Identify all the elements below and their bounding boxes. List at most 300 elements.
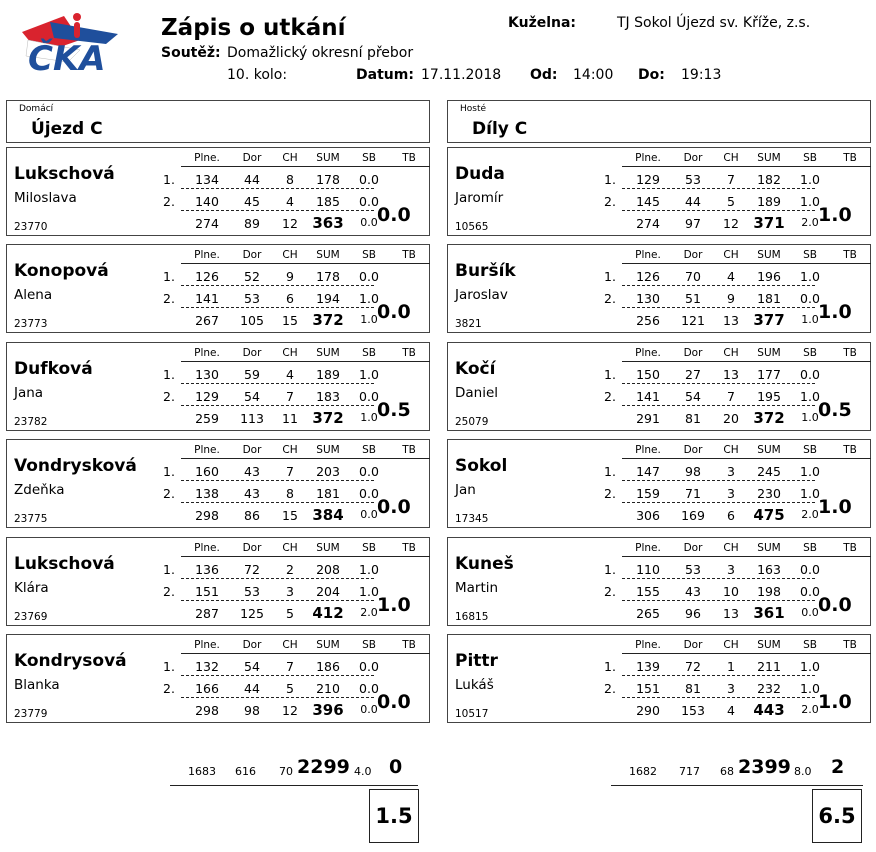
total-sum: 372	[312, 311, 344, 329]
col-header-dor: Dor	[242, 249, 262, 261]
cell-sum: 181	[757, 291, 781, 306]
away-total-tb: 2	[831, 756, 845, 778]
col-header-tb: TB	[402, 444, 416, 456]
cell-dor: 44	[244, 172, 260, 187]
cell-sum: 178	[316, 269, 340, 284]
col-header-ch: CH	[282, 444, 298, 456]
total-sum: 371	[753, 214, 785, 232]
row-number: 2.	[163, 681, 175, 696]
col-header-ch: CH	[723, 444, 739, 456]
player-id: 23775	[14, 513, 48, 525]
cell-sb: 1.0	[800, 486, 820, 501]
cell-sb: 0.0	[359, 172, 379, 187]
away-match-points: 6.5	[812, 789, 862, 843]
row-number: 1.	[604, 659, 616, 674]
col-header-sb: SB	[362, 639, 376, 651]
cell-plne: 151	[195, 584, 219, 599]
total-sb: 0.0	[801, 606, 819, 619]
col-header-sum: SUM	[757, 249, 781, 261]
col-header-plne: Plne.	[194, 639, 220, 651]
cell-plne: 150	[636, 367, 660, 382]
cell-dor: 54	[244, 659, 260, 674]
total-ch: 12	[723, 216, 739, 231]
header-divider	[622, 263, 871, 264]
player-id: 25079	[455, 416, 489, 428]
total-sum: 475	[753, 506, 785, 524]
home-player-card	[6, 244, 430, 333]
cell-plne: 129	[195, 389, 219, 404]
col-header-sum: SUM	[316, 444, 340, 456]
away-player-card	[447, 147, 871, 236]
player-surname: Kondrysová	[14, 651, 127, 671]
col-header-dor: Dor	[683, 249, 703, 261]
cell-plne: 147	[636, 464, 660, 479]
venue-name: TJ Sokol Újezd sv. Kříže, z.s.	[617, 15, 811, 31]
col-header-dor: Dor	[683, 639, 703, 651]
cell-ch: 8	[286, 172, 294, 187]
home-player-card	[6, 439, 430, 528]
col-header-tb: TB	[843, 347, 857, 359]
away-player-card	[447, 537, 871, 626]
col-header-dor: Dor	[242, 444, 262, 456]
row-divider	[181, 578, 374, 579]
cell-ch: 3	[727, 562, 735, 577]
cell-sb: 0.0	[359, 389, 379, 404]
row-number: 1.	[604, 269, 616, 284]
cell-dor: 71	[685, 486, 701, 501]
cell-sum: 204	[316, 584, 340, 599]
cell-ch: 7	[286, 464, 294, 479]
date-value: 17.11.2018	[421, 67, 502, 83]
header-divider	[622, 556, 871, 557]
date-label: Datum:	[356, 67, 414, 83]
col-header-sb: SB	[803, 444, 817, 456]
player-surname: Lukschová	[14, 164, 115, 184]
home-total-tb: 0	[389, 756, 403, 778]
cell-ch: 7	[286, 389, 294, 404]
total-sum: 361	[753, 604, 785, 622]
cell-sb: 1.0	[800, 194, 820, 209]
cell-ch: 1	[727, 659, 735, 674]
total-sum: 384	[312, 506, 344, 524]
total-dor: 96	[685, 606, 701, 621]
start-time-label: Od:	[530, 67, 558, 83]
cell-dor: 54	[244, 389, 260, 404]
player-given-name: Alena	[14, 287, 53, 303]
row-divider	[181, 480, 374, 481]
cka-logo	[20, 10, 120, 76]
total-dor: 86	[244, 508, 260, 523]
row-number: 1.	[163, 464, 175, 479]
row-divider	[181, 285, 374, 286]
col-header-sb: SB	[362, 542, 376, 554]
cell-sb: 0.0	[800, 291, 820, 306]
cell-sb: 0.0	[359, 681, 379, 696]
col-header-plne: Plne.	[194, 444, 220, 456]
home-total-dor: 616	[235, 765, 256, 778]
total-plne: 291	[636, 411, 660, 426]
cell-sum: 194	[316, 291, 340, 306]
cell-sum: 210	[316, 681, 340, 696]
col-header-sum: SUM	[757, 152, 781, 164]
away-total-plne: 1682	[629, 765, 657, 778]
player-given-name: Klára	[14, 580, 49, 596]
cell-plne: 159	[636, 486, 660, 501]
home-total-ch: 70	[279, 765, 293, 778]
cell-sum: 245	[757, 464, 781, 479]
total-sum: 377	[753, 311, 785, 329]
total-ch: 4	[727, 703, 735, 718]
team-points: 0.0	[377, 301, 411, 323]
cell-sum: 181	[316, 486, 340, 501]
cell-dor: 44	[685, 194, 701, 209]
away-total-dor: 717	[679, 765, 700, 778]
team-points: 0.0	[818, 594, 852, 616]
col-header-ch: CH	[723, 152, 739, 164]
header-divider	[181, 653, 430, 654]
row-number: 2.	[604, 194, 616, 209]
cell-dor: 54	[685, 389, 701, 404]
cell-dor: 43	[244, 486, 260, 501]
cell-dor: 81	[685, 681, 701, 696]
col-header-dor: Dor	[683, 542, 703, 554]
cell-dor: 72	[685, 659, 701, 674]
row-number: 2.	[604, 584, 616, 599]
total-plne: 256	[636, 313, 660, 328]
cell-plne: 130	[636, 291, 660, 306]
col-header-dor: Dor	[683, 347, 703, 359]
player-surname: Pittr	[455, 651, 498, 671]
row-number: 2.	[604, 291, 616, 306]
cell-sum: 178	[316, 172, 340, 187]
cell-plne: 138	[195, 486, 219, 501]
home-player-card	[6, 342, 430, 431]
player-id: 10517	[455, 708, 489, 720]
row-divider	[181, 675, 374, 676]
row-number: 1.	[163, 269, 175, 284]
home-team-box	[6, 100, 430, 143]
row-divider	[181, 697, 374, 698]
row-number: 1.	[604, 367, 616, 382]
cell-ch: 6	[286, 291, 294, 306]
player-surname: Lukschová	[14, 554, 115, 574]
row-number: 1.	[163, 659, 175, 674]
col-header-ch: CH	[282, 542, 298, 554]
total-sum: 372	[753, 409, 785, 427]
col-header-sb: SB	[803, 347, 817, 359]
player-id: 16815	[455, 611, 489, 623]
total-plne: 306	[636, 508, 660, 523]
cell-dor: 27	[685, 367, 701, 382]
cell-dor: 53	[685, 562, 701, 577]
cell-ch: 7	[286, 659, 294, 674]
cell-dor: 44	[244, 681, 260, 696]
home-player-card	[6, 537, 430, 626]
col-header-tb: TB	[843, 152, 857, 164]
total-sb: 0.0	[360, 703, 378, 716]
team-points: 0.0	[377, 204, 411, 226]
cell-dor: 70	[685, 269, 701, 284]
cell-sum: 186	[316, 659, 340, 674]
total-ch: 11	[282, 411, 298, 426]
col-header-sum: SUM	[316, 639, 340, 651]
end-time-value: 19:13	[681, 67, 722, 83]
end-time-label: Do:	[638, 67, 665, 83]
cell-dor: 98	[685, 464, 701, 479]
total-dor: 169	[681, 508, 705, 523]
cell-plne: 126	[195, 269, 219, 284]
cell-plne: 132	[195, 659, 219, 674]
team-points: 1.0	[818, 301, 852, 323]
row-divider	[622, 307, 815, 308]
row-number: 1.	[163, 562, 175, 577]
cell-ch: 10	[723, 584, 739, 599]
col-header-dor: Dor	[242, 639, 262, 651]
away-team-box	[447, 100, 871, 143]
col-header-plne: Plne.	[194, 347, 220, 359]
total-sb: 0.0	[360, 216, 378, 229]
away-player-card	[447, 634, 871, 723]
player-id: 23769	[14, 611, 48, 623]
cell-ch: 4	[286, 194, 294, 209]
col-header-tb: TB	[843, 249, 857, 261]
row-divider	[622, 285, 815, 286]
row-divider	[181, 600, 374, 601]
player-surname: Buršík	[455, 261, 516, 281]
total-dor: 97	[685, 216, 701, 231]
total-plne: 298	[195, 508, 219, 523]
col-header-ch: CH	[282, 347, 298, 359]
col-header-sb: SB	[803, 152, 817, 164]
cell-sb: 0.0	[800, 562, 820, 577]
col-header-ch: CH	[723, 347, 739, 359]
cell-sum: 183	[316, 389, 340, 404]
row-number: 2.	[163, 584, 175, 599]
cell-dor: 53	[685, 172, 701, 187]
col-header-plne: Plne.	[194, 542, 220, 554]
cell-sb: 1.0	[359, 291, 379, 306]
away-total-ch: 68	[720, 765, 734, 778]
col-header-tb: TB	[402, 347, 416, 359]
cell-ch: 7	[727, 389, 735, 404]
col-header-dor: Dor	[242, 152, 262, 164]
total-sb: 2.0	[801, 508, 819, 521]
player-id: 23770	[14, 221, 48, 233]
cell-sb: 0.0	[800, 584, 820, 599]
cell-ch: 3	[727, 486, 735, 501]
cell-ch: 5	[286, 681, 294, 696]
cell-sb: 0.0	[800, 367, 820, 382]
cell-ch: 3	[727, 464, 735, 479]
cell-ch: 3	[286, 584, 294, 599]
row-number: 2.	[604, 389, 616, 404]
col-header-sb: SB	[362, 249, 376, 261]
cell-plne: 141	[195, 291, 219, 306]
row-divider	[622, 502, 815, 503]
row-number: 1.	[604, 172, 616, 187]
total-dor: 81	[685, 411, 701, 426]
home-total-plne: 1683	[188, 765, 216, 778]
col-header-sb: SB	[803, 249, 817, 261]
player-id: 3821	[455, 318, 482, 330]
total-sb: 2.0	[801, 216, 819, 229]
team-points: 1.0	[377, 594, 411, 616]
total-plne: 259	[195, 411, 219, 426]
cell-plne: 134	[195, 172, 219, 187]
away-total-divider	[611, 785, 863, 786]
col-header-sb: SB	[362, 152, 376, 164]
cell-sb: 1.0	[800, 659, 820, 674]
cell-dor: 45	[244, 194, 260, 209]
player-surname: Kuneš	[455, 554, 514, 574]
svg-text:ČKA: ČKA	[28, 39, 106, 76]
row-divider	[622, 600, 815, 601]
away-player-card	[447, 439, 871, 528]
row-divider	[622, 480, 815, 481]
col-header-ch: CH	[282, 249, 298, 261]
player-surname: Duda	[455, 164, 505, 184]
home-total-divider	[170, 785, 418, 786]
cell-sum: 189	[757, 194, 781, 209]
row-number: 1.	[163, 172, 175, 187]
header-divider	[181, 166, 430, 167]
competition-name: Domažlický okresní přebor	[227, 45, 414, 61]
header-divider	[181, 361, 430, 362]
col-header-ch: CH	[282, 152, 298, 164]
total-sum: 363	[312, 214, 344, 232]
row-number: 2.	[163, 486, 175, 501]
total-sb: 2.0	[360, 606, 378, 619]
total-sum: 372	[312, 409, 344, 427]
col-header-sum: SUM	[757, 444, 781, 456]
cell-sum: 189	[316, 367, 340, 382]
header-divider	[181, 556, 430, 557]
cell-sum: 185	[316, 194, 340, 209]
total-plne: 290	[636, 703, 660, 718]
col-header-tb: TB	[843, 542, 857, 554]
home-team-label: Domácí	[19, 104, 54, 114]
cell-plne: 155	[636, 584, 660, 599]
cell-plne: 141	[636, 389, 660, 404]
player-given-name: Jaroslav	[455, 287, 508, 303]
col-header-tb: TB	[843, 639, 857, 651]
cell-sum: 208	[316, 562, 340, 577]
player-given-name: Blanka	[14, 677, 60, 693]
player-given-name: Lukáš	[455, 677, 494, 693]
col-header-sum: SUM	[316, 542, 340, 554]
home-team-name: Újezd C	[31, 119, 103, 139]
row-divider	[622, 188, 815, 189]
home-player-card	[6, 147, 430, 236]
start-time-value: 14:00	[573, 67, 614, 83]
cell-sb: 1.0	[359, 562, 379, 577]
round-label: 10. kolo:	[227, 67, 288, 83]
col-header-dor: Dor	[242, 542, 262, 554]
cell-sb: 1.0	[800, 681, 820, 696]
total-dor: 121	[681, 313, 705, 328]
cell-sum: 198	[757, 584, 781, 599]
col-header-plne: Plne.	[194, 249, 220, 261]
cell-ch: 9	[286, 269, 294, 284]
col-header-dor: Dor	[683, 152, 703, 164]
player-surname: Dufková	[14, 359, 93, 379]
row-number: 2.	[604, 681, 616, 696]
row-number: 2.	[604, 486, 616, 501]
col-header-plne: Plne.	[635, 444, 661, 456]
cell-plne: 126	[636, 269, 660, 284]
col-header-sb: SB	[803, 639, 817, 651]
player-given-name: Jan	[455, 482, 476, 498]
header-divider	[622, 166, 871, 167]
row-number: 1.	[604, 562, 616, 577]
cell-ch: 9	[727, 291, 735, 306]
col-header-sum: SUM	[316, 249, 340, 261]
cell-ch: 13	[723, 367, 739, 382]
header-divider	[181, 458, 430, 459]
player-surname: Sokol	[455, 456, 508, 476]
cell-ch: 7	[727, 172, 735, 187]
row-divider	[622, 697, 815, 698]
cell-sum: 196	[757, 269, 781, 284]
col-header-tb: TB	[402, 542, 416, 554]
col-header-sum: SUM	[316, 152, 340, 164]
cell-ch: 5	[727, 194, 735, 209]
col-header-plne: Plne.	[635, 639, 661, 651]
total-ch: 5	[286, 606, 294, 621]
player-id: 23779	[14, 708, 48, 720]
total-dor: 98	[244, 703, 260, 718]
row-divider	[181, 383, 374, 384]
total-dor: 153	[681, 703, 705, 718]
col-header-ch: CH	[282, 639, 298, 651]
page-title: Zápis o utkání	[161, 15, 346, 41]
cell-sum: 195	[757, 389, 781, 404]
col-header-dor: Dor	[683, 444, 703, 456]
col-header-sb: SB	[803, 542, 817, 554]
player-given-name: Daniel	[455, 385, 499, 401]
team-points: 1.0	[818, 691, 852, 713]
cell-sb: 0.0	[359, 269, 379, 284]
col-header-sum: SUM	[757, 347, 781, 359]
total-sum: 396	[312, 701, 344, 719]
total-dor: 125	[240, 606, 264, 621]
away-team-label: Hosté	[460, 104, 487, 114]
total-sb: 0.0	[360, 508, 378, 521]
player-given-name: Zdeňka	[14, 482, 65, 498]
cell-dor: 53	[244, 291, 260, 306]
header-divider	[622, 458, 871, 459]
header-divider	[622, 361, 871, 362]
row-number: 2.	[163, 194, 175, 209]
col-header-dor: Dor	[242, 347, 262, 359]
cell-sb: 1.0	[800, 269, 820, 284]
total-plne: 287	[195, 606, 219, 621]
cell-ch: 4	[286, 367, 294, 382]
total-ch: 12	[282, 216, 298, 231]
total-ch: 15	[282, 313, 298, 328]
col-header-sum: SUM	[757, 542, 781, 554]
total-sum: 443	[753, 701, 785, 719]
col-header-plne: Plne.	[635, 347, 661, 359]
total-ch: 12	[282, 703, 298, 718]
cell-sum: 182	[757, 172, 781, 187]
total-plne: 298	[195, 703, 219, 718]
cell-sb: 0.0	[359, 659, 379, 674]
cell-dor: 53	[244, 584, 260, 599]
col-header-plne: Plne.	[635, 542, 661, 554]
total-sb: 1.0	[801, 411, 819, 424]
team-points: 0.5	[818, 399, 852, 421]
